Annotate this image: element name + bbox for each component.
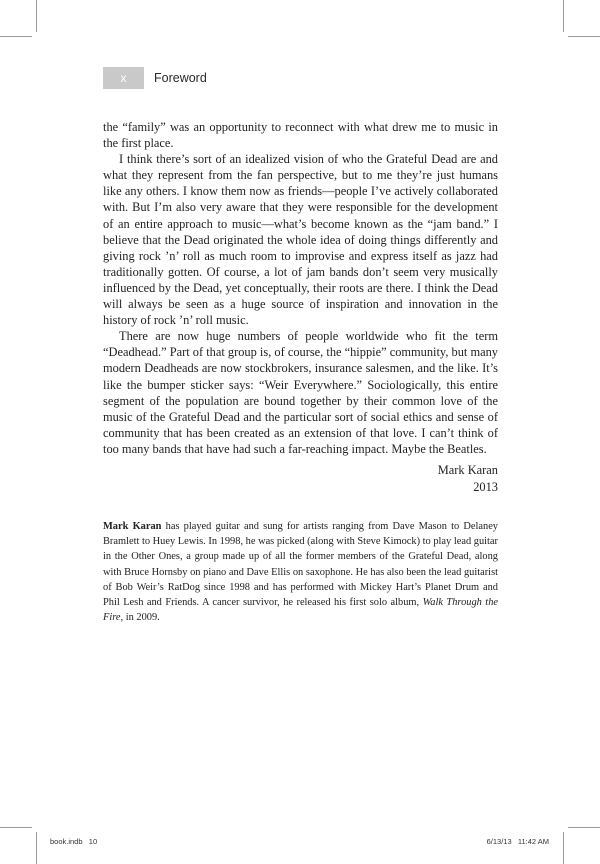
paragraph: There are now huge numbers of people worldwide who fit the term “Deadhead.” Part of that group is, of course, the “hippie” community, but many modern Deadheads are now stockbrokers, insurance salesmen, and the like. It’s like the bumper sticker says: “Weir Everywhere.” Sociologically, this entire segment of the population are bound together by their common love of the music of the Grateful Dead and the particular sort of social ethics and sense of community that has been created as an extension of that love. I can’t think of too many bands that have had such a far-reaching impact. Maybe the Beatles.: [103, 329, 498, 456]
crop-mark-bottom-left: [36, 832, 37, 864]
signature-name: Mark Karan: [437, 463, 498, 477]
paragraph: I think there’s sort of an idealized vision of who the Grateful Dead are and what they represent from the fan perspective, but to me they’re just humans like any others. I know them now as friends—people I’ve actively collaborated with. But I’m also very aware that they were responsible for the development of an entire approach to music—what’s become known as the “jam band.” I believe that the Dead originated the whole idea of doing things differently and giving rock ’n’ roll as much room to improvise and express itself as jazz had traditionally gotten. Of course, a lot of jam bands don’t seem very musically influenced by the Dead, yet conceptually, their roots are there. I think the Dead will always be seen as a huge source of inspiration and innovation in the history of rock ’n’ roll music.: [103, 152, 498, 328]
foreword-body: [103, 119, 498, 457]
crop-mark-bottom-right: [563, 832, 564, 864]
bio-album-title: Walk Through the Fire: [103, 597, 499, 624]
bio-text-end: , in 2009.: [120, 612, 160, 624]
crop-mark-bottom-left-horizontal: [0, 827, 32, 828]
page-header: [103, 67, 207, 89]
bio-author-name: Mark Karan: [103, 521, 162, 532]
crop-mark-top-right: [563, 0, 564, 32]
crop-mark-bottom-right-horizontal: [568, 827, 600, 828]
running-head: Foreword: [154, 71, 207, 85]
footer-timestamp: 6/13/13 11:42 AM: [486, 837, 549, 846]
page-number: x: [103, 67, 144, 89]
author-bio: [103, 519, 498, 625]
footer-file-slug: book.indb 10: [50, 837, 98, 846]
crop-mark-top-left-horizontal: [0, 36, 32, 37]
signature-year: 2013: [473, 480, 498, 494]
crop-mark-top-right-horizontal: [568, 36, 600, 37]
paragraph: the “family” was an opportunity to reconnect with what drew me to music in the first place.: [103, 120, 498, 151]
signature-block: [438, 462, 498, 496]
crop-mark-top-left: [36, 0, 37, 32]
bio-text: has played guitar and sung for artists ranging from Dave Mason to Delaney Bramlett to Huey Lewis. In 1998, he was picked (along with Steve Kimock) to play lead guitar in the Other Ones, a group made up of all the former members of the Grateful Dead, along with Bruce Hornsby on piano and Dave Ellis on saxophone. He has also been the lead guitarist of Bob Weir’s RatDog since 1998 and has performed with Mickey Hart’s Planet Drum and Phil Lesh and Friends. A cancer survivor, he released his first solo album,: [103, 521, 499, 609]
